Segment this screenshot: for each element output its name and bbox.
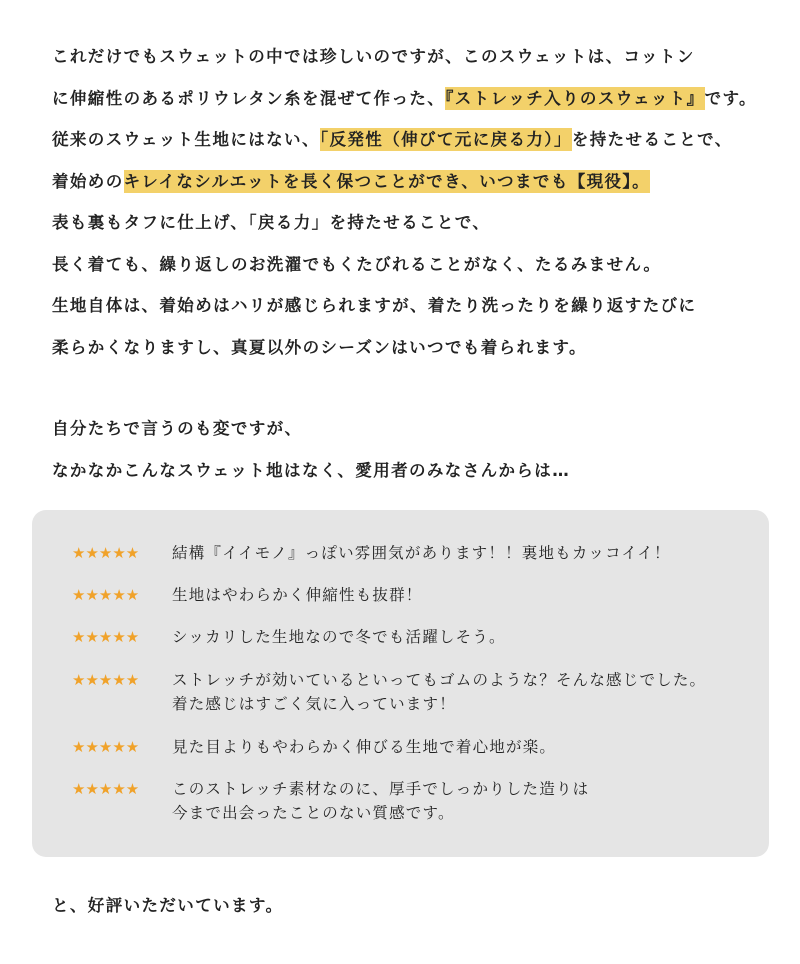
intro-line: なかなかこんなスウェット地はなく、愛用者のみなさんからは… — [52, 460, 571, 480]
intro-line: 自分たちで言うのも変ですが、 — [52, 419, 303, 438]
review-line: 結構『イイモノ』っぽい雰囲気があります！！裏地もカッコイイ！ — [172, 544, 671, 562]
intro-line: 表も裏もタフに仕上げ、「戻る力」を持たせることで、 — [52, 213, 491, 232]
review-text — [172, 735, 556, 759]
review-text — [172, 777, 589, 825]
intro-line: これだけでもスウェットの中では珍しいのですが、このスウェットは、コットン — [52, 47, 695, 66]
review-item — [72, 541, 671, 565]
reviews-box — [32, 510, 769, 857]
review-line: このストレッチ素材なのに、厚手でしっかりした造りは — [172, 780, 590, 798]
intro-line — [52, 119, 782, 161]
star-rating-icon: ★★★★★ — [72, 671, 140, 689]
review-item — [72, 625, 506, 649]
review-line: 今まで出会ったことのない質感です。 — [172, 804, 455, 822]
highlight: キレイなシルエットを長く保つことができ、いつまでも【現役】。 — [123, 171, 650, 191]
intro-line — [52, 78, 782, 120]
review-item — [72, 777, 589, 825]
star-rating-icon: ★★★★★ — [72, 780, 140, 798]
review-text — [172, 668, 706, 716]
review-text — [172, 625, 506, 649]
text-segment: に伸縮性のあるポリウレタン糸を混ぜて作った、 — [52, 88, 446, 108]
review-item — [72, 735, 556, 759]
text-segment: を持たせることで、 — [571, 130, 733, 149]
text-segment: 着始めの — [52, 171, 124, 191]
text-segment: 従来のスウェット生地にはない、 — [52, 130, 320, 149]
highlight: 『ストレッチ入りのスウェット』 — [445, 88, 705, 108]
review-line: 着た感じはすごく気に入っています！ — [172, 695, 456, 713]
spacer — [52, 368, 782, 408]
intro-text — [52, 36, 782, 491]
text-segment: です。 — [704, 88, 757, 108]
intro-line: 柔らかくなりますし、真夏以外のシーズンはいつでも着られます。 — [52, 337, 587, 357]
review-text — [172, 583, 423, 607]
highlight: 「反発性（伸びて元に戻る力）」 — [319, 130, 572, 149]
intro-line: 生地自体は、着始めはハリが感じられますが、着たり洗ったりを繰り返すたびに — [52, 296, 697, 315]
star-rating-icon: ★★★★★ — [72, 586, 140, 604]
star-rating-icon: ★★★★★ — [72, 628, 140, 646]
star-rating-icon: ★★★★★ — [72, 738, 140, 756]
review-item — [72, 583, 423, 607]
review-line: 生地はやわらかく伸縮性も抜群！ — [172, 586, 423, 604]
review-line: シッカリした生地なので冬でも活躍しそう。 — [172, 628, 506, 646]
star-rating-icon: ★★★★★ — [72, 544, 140, 562]
intro-line — [52, 161, 782, 203]
review-line: ストレッチが効いているといってもゴムのような？そんな感じでした。 — [172, 671, 707, 689]
intro-line: 長く着ても、繰り返しのお洗濯でもくたびれることがなく、たるみません。 — [52, 254, 662, 274]
review-line: 見た目よりもやわらかく伸びる生地で着心地が楽。 — [172, 738, 557, 756]
review-item — [72, 668, 706, 716]
closing-text: と、好評いただいています。 — [52, 896, 284, 915]
review-text — [172, 541, 671, 565]
